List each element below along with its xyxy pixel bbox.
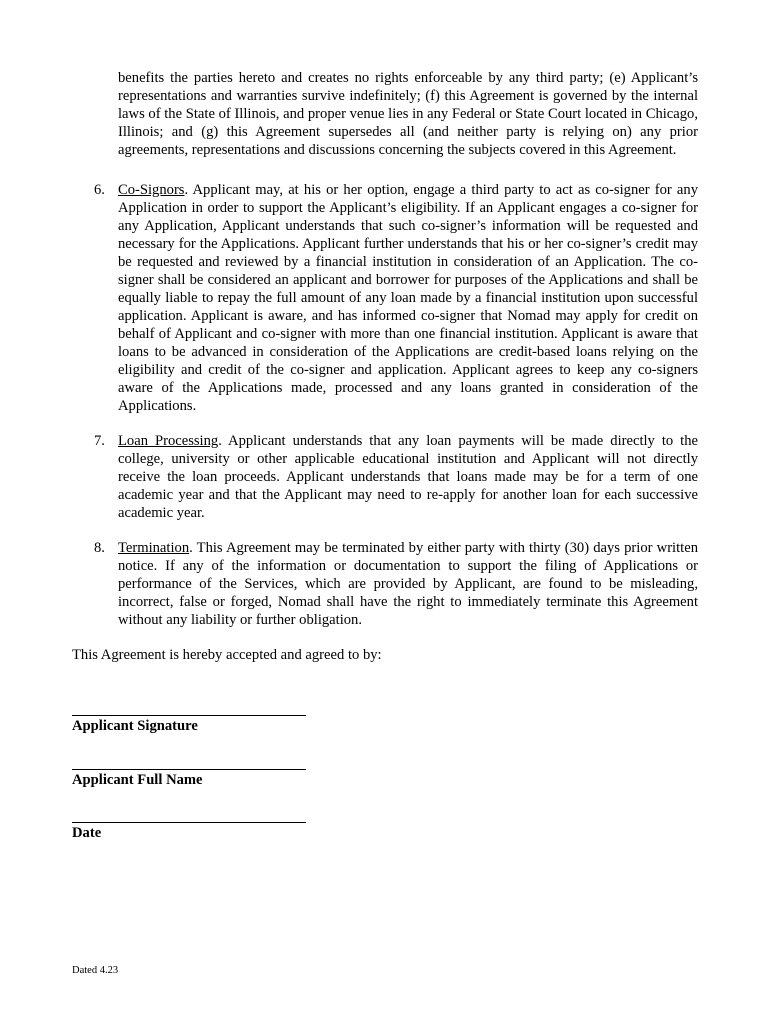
date-line[interactable]	[72, 822, 306, 823]
clause-text: . Applicant understands that any loan payments will be made directly to the college, university or other applicable educational institution and Applicant will not directly receive the loan proceeds. Applicant understands that loans made may be for a term of one academic year and that the Applicant may need to re-apply for another loan for each successive academic year.	[118, 433, 699, 521]
clause-termination	[94, 539, 698, 629]
clause-loan-processing	[94, 432, 698, 522]
clause-title: Loan Processing	[118, 433, 219, 449]
clause-body	[118, 181, 698, 415]
clause-co-signors	[94, 181, 698, 415]
footer-dated: Dated 4.23	[72, 965, 119, 976]
clause-number: 8.	[94, 540, 105, 556]
applicant-full-name-line[interactable]	[72, 769, 306, 770]
clause-title: Termination	[118, 540, 190, 556]
continuation-paragraph: benefits the parties hereto and creates no rights enforceable by any third party; (e) Applicant’s representations and warranties survive indefinitely; (f) this Agreement is governed by the internal laws of the State of Illinois, and proper venue lies in any Federal or State Court located in Chicago, Illinois; and (g) this Agreement supersedes all (and neither party is relying on) any prior agreements, representations and discussions concerning the subjects covered in this Agreement.	[118, 70, 698, 158]
applicant-full-name-label: Applicant Full Name	[72, 772, 203, 788]
clause-title: Co-Signors	[118, 182, 185, 198]
clause-number: 6.	[94, 182, 105, 198]
applicant-signature-line[interactable]	[72, 715, 306, 716]
clause-text: . This Agreement may be terminated by either party with thirty (30) days prior written notice. If any of the information or documentation to support the filing of Applications or performance of the Services, which are provided by Applicant, are found to be misleading, incorrect, false or forged, Nomad shall have the right to immediately terminate this Agreement without any liability or further obligation.	[118, 540, 698, 628]
applicant-signature-label: Applicant Signature	[72, 718, 198, 734]
clause-body	[118, 432, 698, 522]
date-label: Date	[72, 825, 102, 841]
clause-body	[118, 539, 698, 629]
acceptance-statement: This Agreement is hereby accepted and agreed to by:	[72, 647, 382, 663]
clause-text: . Applicant may, at his or her option, engage a third party to act as co-signer for any Application in order to support the Applicant’s eligibility. If an Applicant engages a co-signer for any Application, Applicant understands that such co-signer’s information will be requested and necessary for the Applications. Applicant further understands that his or her co-signer’s credit may be requested and reviewed by a financial institution in consideration of an Application. The co-signer shall be considered an applicant and borrower for purposes of the Applications and shall be equally liable to repay the full amount of any loan made by a financial institution upon successful application. Applicant is aware, and has informed co-signer that Nomad may apply for credit on behalf of Applicant and co-signer with more than one financial institution. Applicant is aware that loans to be advanced in consideration of the Applications are credit-based loans relying on the eligibility and credit of the co-signer and application. Applicant agrees to keep any co-signers aware of the Applications made, processed and any loans granted in consideration of the Applications.	[118, 182, 698, 414]
clause-number: 7.	[94, 433, 105, 449]
